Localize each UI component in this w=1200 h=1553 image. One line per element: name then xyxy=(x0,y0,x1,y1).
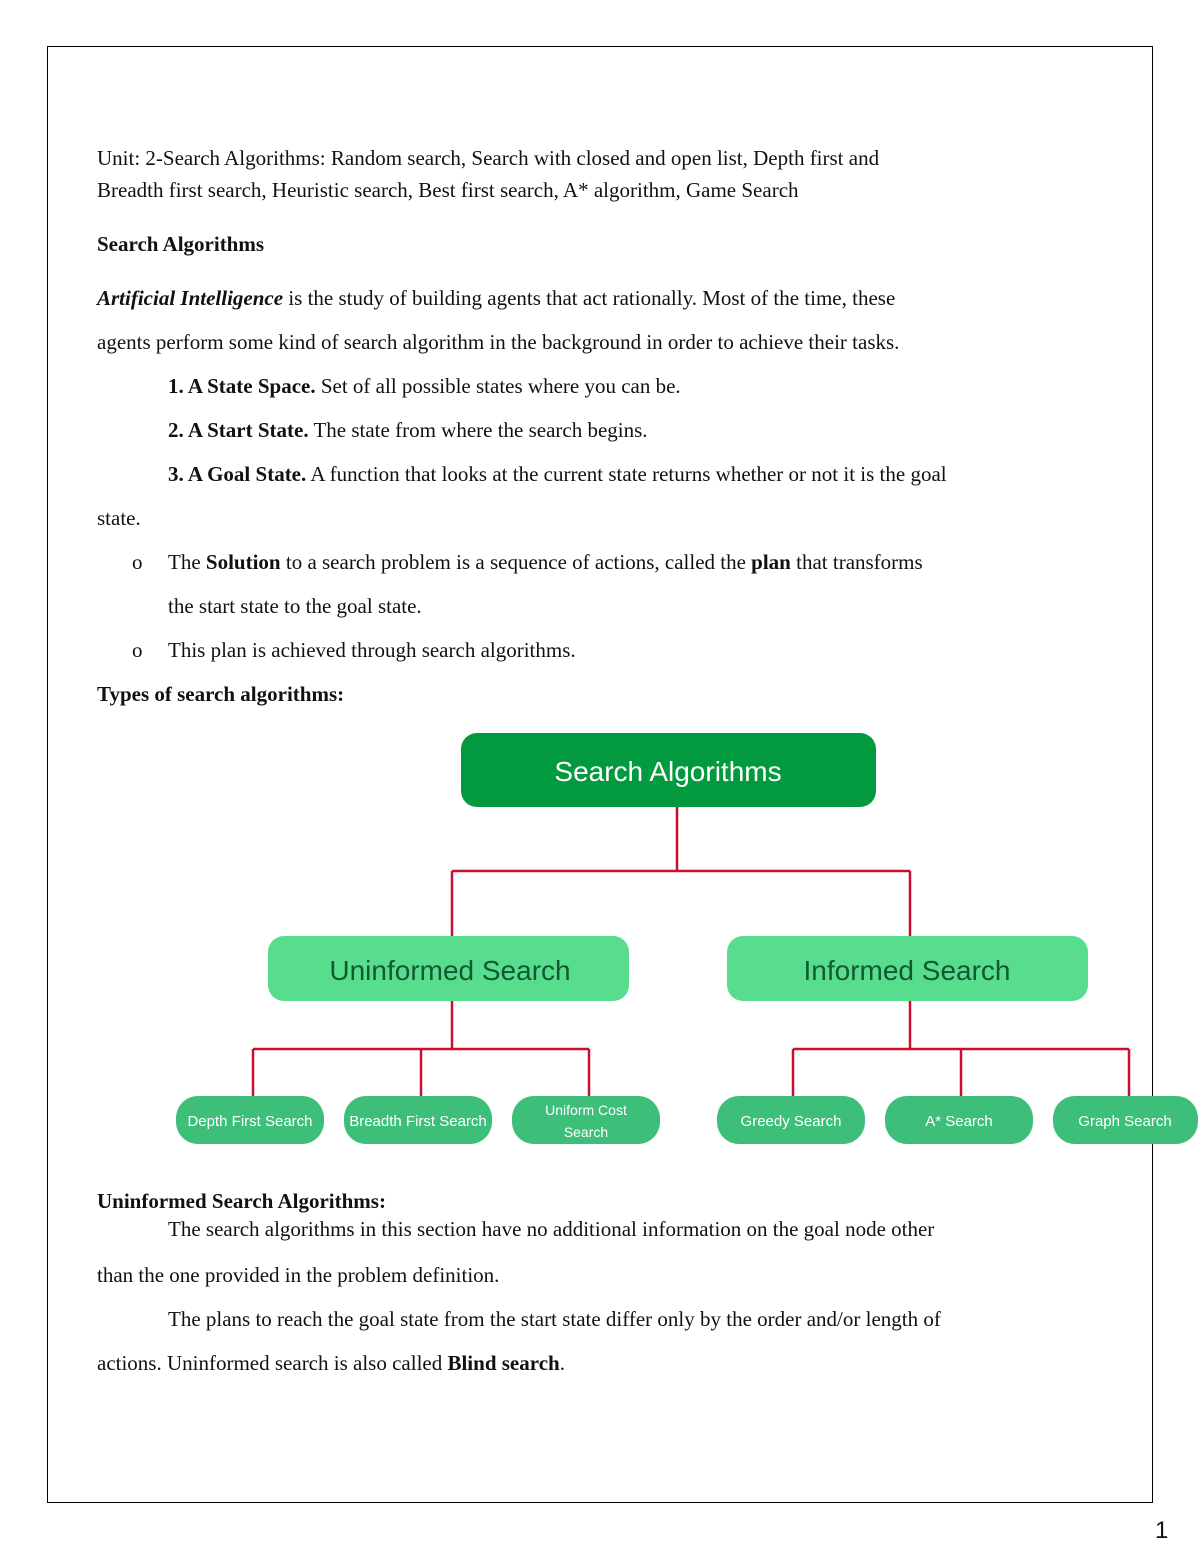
bullet-1-plan: plan xyxy=(751,550,791,574)
leaf-astar-label: A* Search xyxy=(925,1113,993,1130)
blind-search-term: Blind search xyxy=(447,1351,560,1375)
heading-search-algorithms: Search Algorithms xyxy=(97,232,265,256)
uninformed-p2-line-1: The plans to reach the goal state from the start state differ only by the order and/or length of xyxy=(168,1307,941,1331)
uninformed-p2-line-2 xyxy=(97,1353,565,1374)
intro-line-1-rest: is the study of building agents that act rationally. Most of the time, these xyxy=(283,286,896,310)
leaf-greedy-label: Greedy Search xyxy=(740,1113,842,1130)
numbered-item-3-label: 3. A Goal State. xyxy=(168,462,307,486)
heading-types: Types of search algorithms: xyxy=(97,682,345,706)
bullet-1-post: that transforms xyxy=(790,550,923,574)
uninformed-p2-pre: actions. Uninformed search is also called xyxy=(97,1351,448,1375)
bullet-1-line-2: the start state to the goal state. xyxy=(168,594,422,618)
numbered-item-1-text: Set of all possible states where you can be. xyxy=(315,374,681,398)
intro-line-2: agents perform some kind of search algorithm in the background in order to achieve their tasks. xyxy=(97,330,900,354)
bullet-1-mid: to a search problem is a sequence of actions, called the xyxy=(280,550,752,574)
informed-node-label: Informed Search xyxy=(803,955,1011,986)
root-node-label: Search Algorithms xyxy=(554,756,782,787)
uninformed-p1-line-2: than the one provided in the problem definition. xyxy=(97,1263,500,1287)
uninformed-p2-post: . xyxy=(559,1351,565,1375)
uninformed-node-label: Uninformed Search xyxy=(329,955,571,986)
leaf-ucs-label-2: Search xyxy=(563,1124,609,1140)
heading-uninformed: Uninformed Search Algorithms: xyxy=(97,1189,386,1213)
numbered-item-3-wrap: state. xyxy=(97,506,141,530)
numbered-item-1-label: 1. A State Space. xyxy=(168,374,316,398)
leaf-graph-label: Graph Search xyxy=(1078,1113,1172,1130)
bullet-2: This plan is achieved through search algorithms. xyxy=(168,638,576,662)
numbered-item-3-text: A function that looks at the current state returns whether or not it is the goal xyxy=(306,462,947,486)
leaf-dfs-label: Depth First Search xyxy=(187,1113,313,1130)
numbered-item-2-label: 2. A Start State. xyxy=(168,418,309,442)
numbered-item-2-text: The state from where the search begins. xyxy=(308,418,648,442)
unit-line-1: Unit: 2-Search Algorithms: Random search, Search with closed and open list, Depth first and xyxy=(97,146,880,170)
leaf-ucs-label-1: Uniform Cost xyxy=(545,1102,627,1118)
ai-term: Artificial Intelligence xyxy=(97,286,284,310)
bullet-1-solution: Solution xyxy=(205,550,281,574)
bullet-1-pre: The xyxy=(168,550,206,574)
bullet-marker-1: o xyxy=(132,550,143,574)
uninformed-p1-line-1: The search algorithms in this section have no additional information on the goal node other xyxy=(168,1217,935,1241)
unit-line-2: Breadth first search, Heuristic search, Best first search, A* algorithm, Game Search xyxy=(97,178,799,202)
leaf-bfs-label: Breadth First Search xyxy=(349,1113,487,1130)
page-number: 1 xyxy=(1155,1517,1169,1544)
bullet-marker-2: o xyxy=(132,638,143,662)
